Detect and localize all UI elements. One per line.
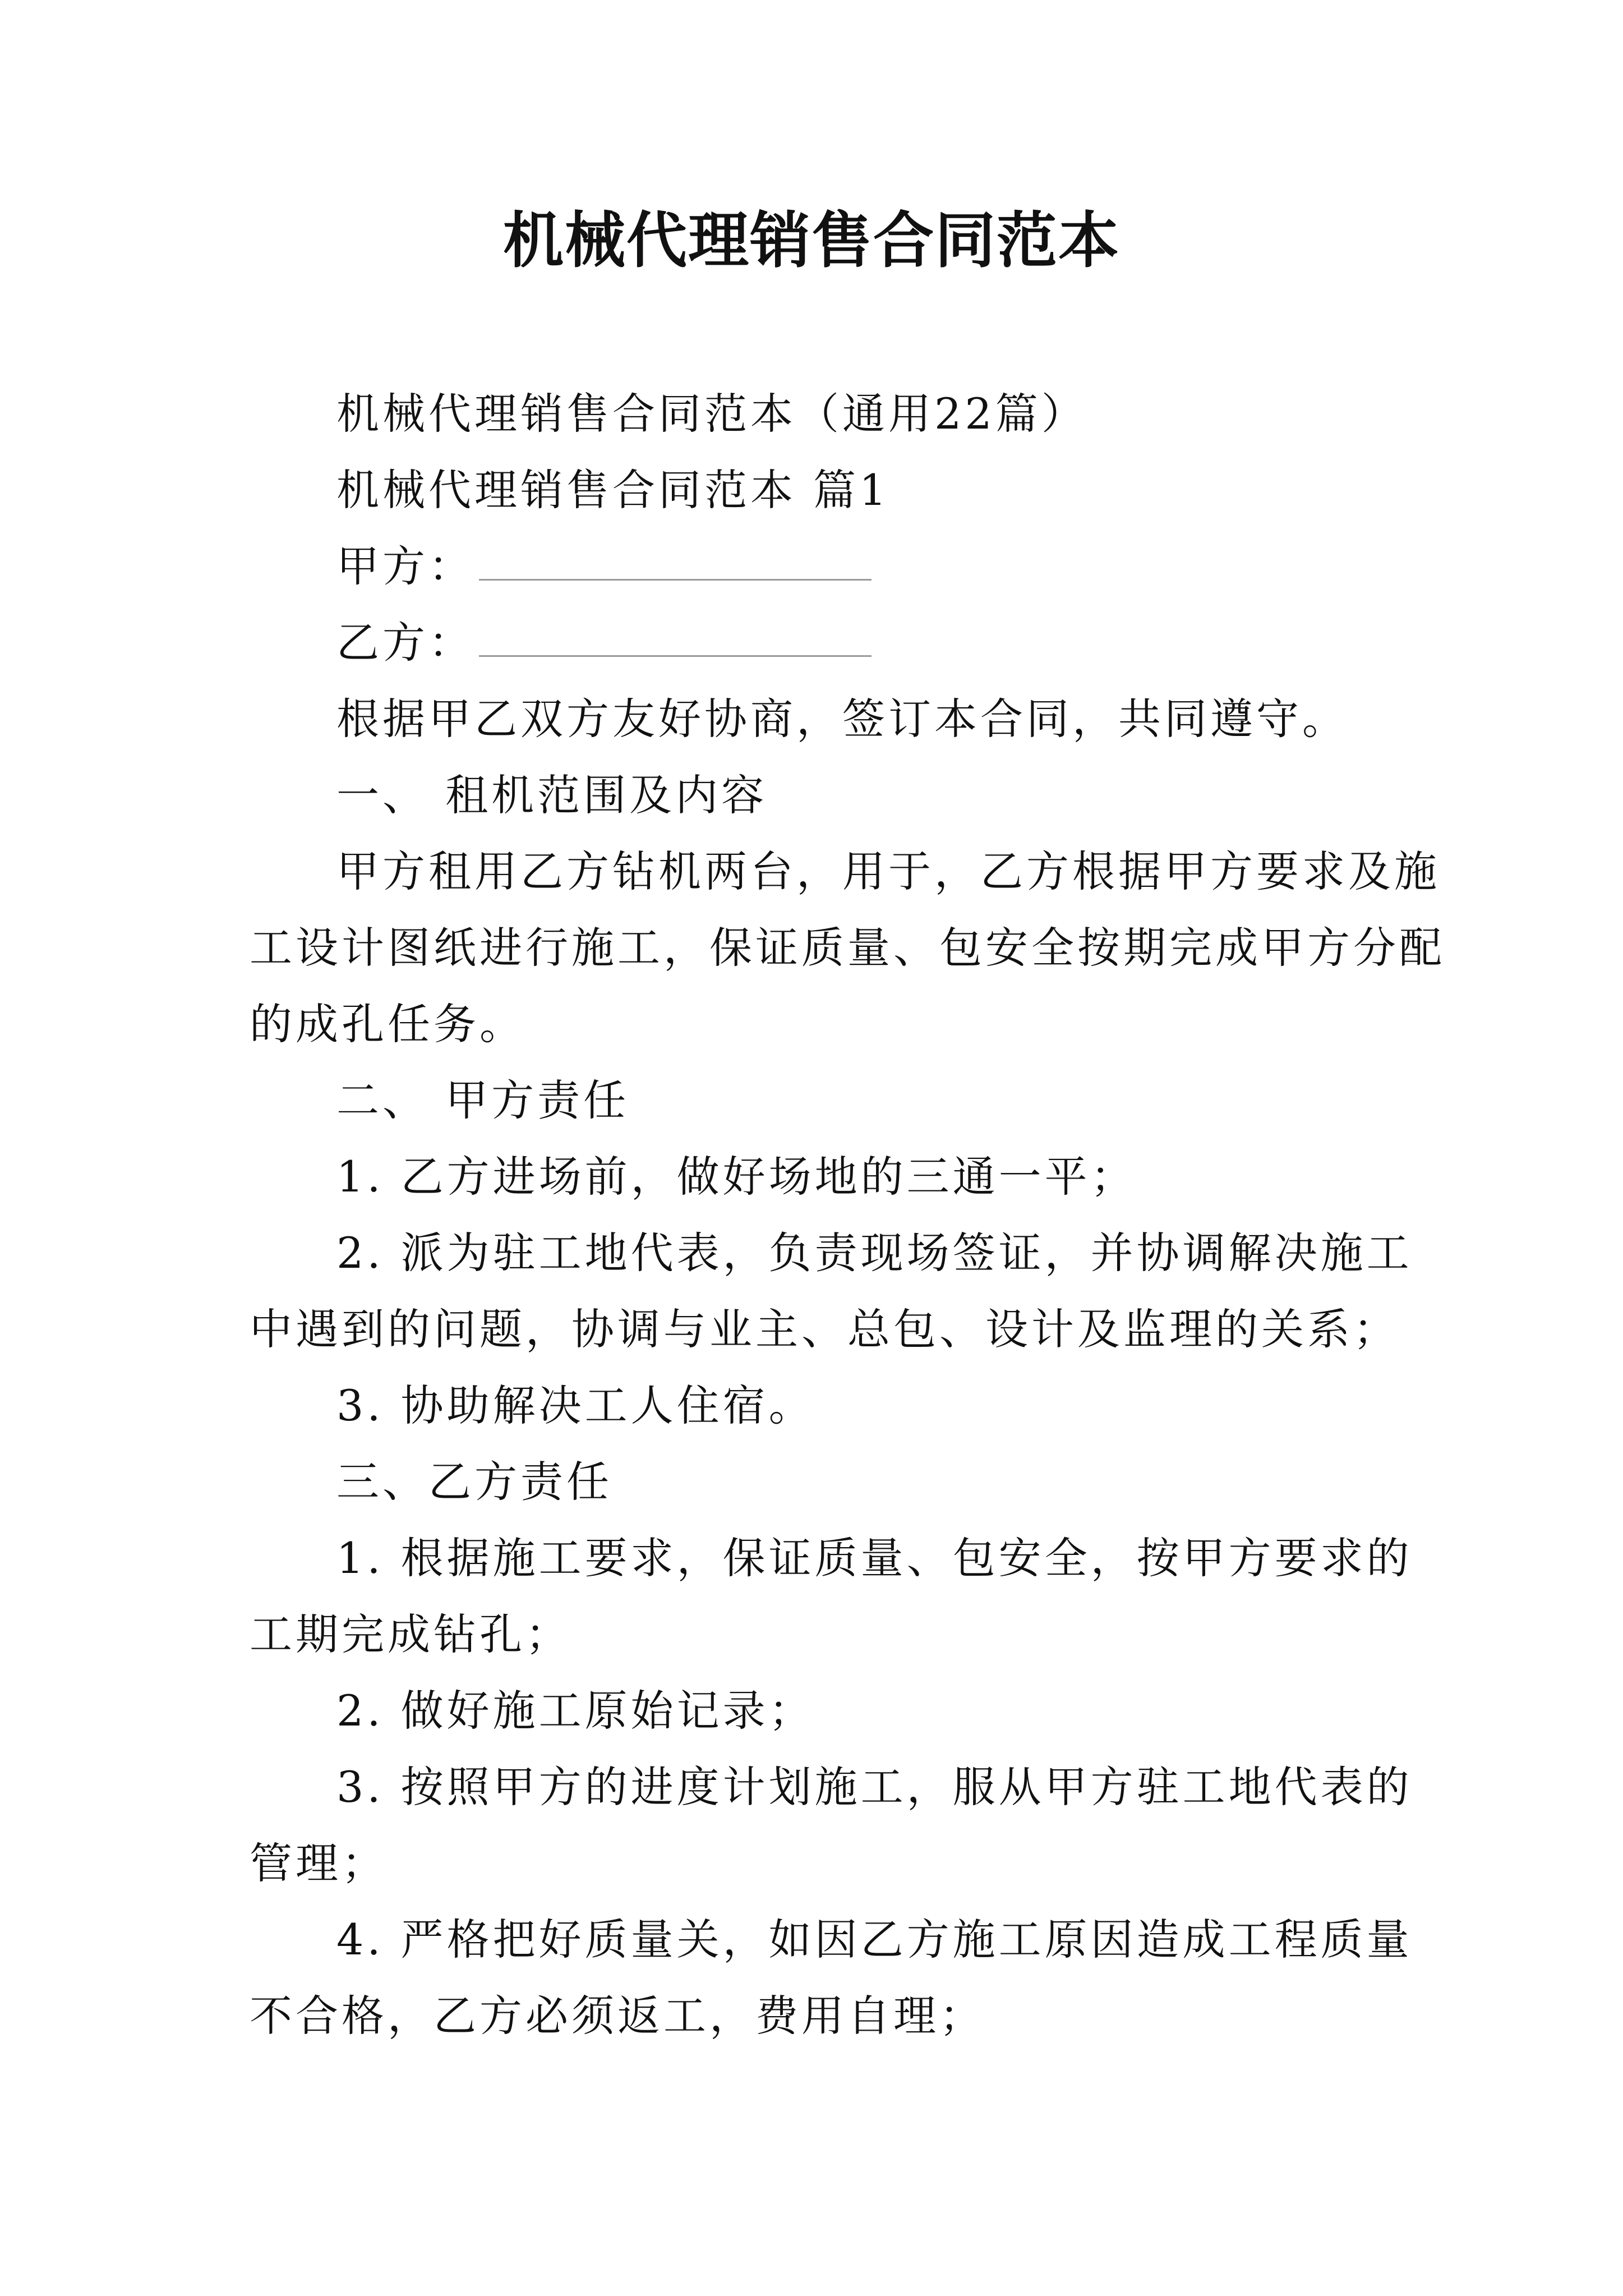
party-a-blank: [479, 576, 872, 581]
paragraph-line: 工设计图纸进行施工，保证质量、包安全按期完成甲方分配: [250, 923, 1445, 973]
list-item-continuation: 中遇到的问题，协调与业主、总包、设计及监理的关系；: [250, 1304, 1399, 1354]
paragraph-line: 的成孔任务。: [250, 999, 525, 1049]
section-heading: 机械代理销售合同范本 篇1: [336, 465, 890, 515]
list-item-continuation: 管理；: [250, 1838, 388, 1888]
document-title: 机械代理销售合同范本: [502, 206, 1120, 276]
list-item: 3. 按照甲方的进度计划施工，服从甲方驻工地代表的: [336, 1762, 1413, 1812]
list-item: 1. 根据施工要求，保证质量、包安全，按甲方要求的: [336, 1533, 1413, 1583]
list-item: 2. 派为驻工地代表，负责现场签证，并协调解决施工: [336, 1228, 1413, 1278]
list-item: 2. 做好施工原始记录；: [336, 1686, 815, 1736]
party-b-line: [336, 615, 872, 671]
list-item-continuation: 工期完成钻孔；: [250, 1609, 571, 1659]
party-a-label: 甲方：: [336, 541, 474, 591]
paragraph-line: 甲方租用乙方钻机两台，用于，乙方根据甲方要求及施: [336, 846, 1440, 896]
list-item: 1. 乙方进场前，做好场地的三通一平；: [336, 1152, 1137, 1202]
party-b-blank: [479, 652, 872, 657]
list-item-continuation: 不合格，乙方必须返工，费用自理；: [250, 1991, 985, 2041]
clause-heading: 二、 甲方责任: [336, 1075, 630, 1125]
list-item: 3. 协助解决工人住宿。: [336, 1381, 815, 1430]
clause-heading: 一、 租机范围及内容: [336, 770, 768, 820]
paragraph-line: 根据甲乙双方友好协商，签订本合同，共同遵守。: [336, 694, 1348, 744]
subtitle-line: 机械代理销售合同范本（通用22篇）: [336, 389, 1087, 439]
list-item: 4. 严格把好质量关，如因乙方施工原因造成工程质量: [336, 1915, 1413, 1964]
clause-heading: 三、乙方责任: [336, 1457, 612, 1507]
party-a-line: [336, 539, 872, 595]
party-b-label: 乙方：: [336, 618, 474, 668]
